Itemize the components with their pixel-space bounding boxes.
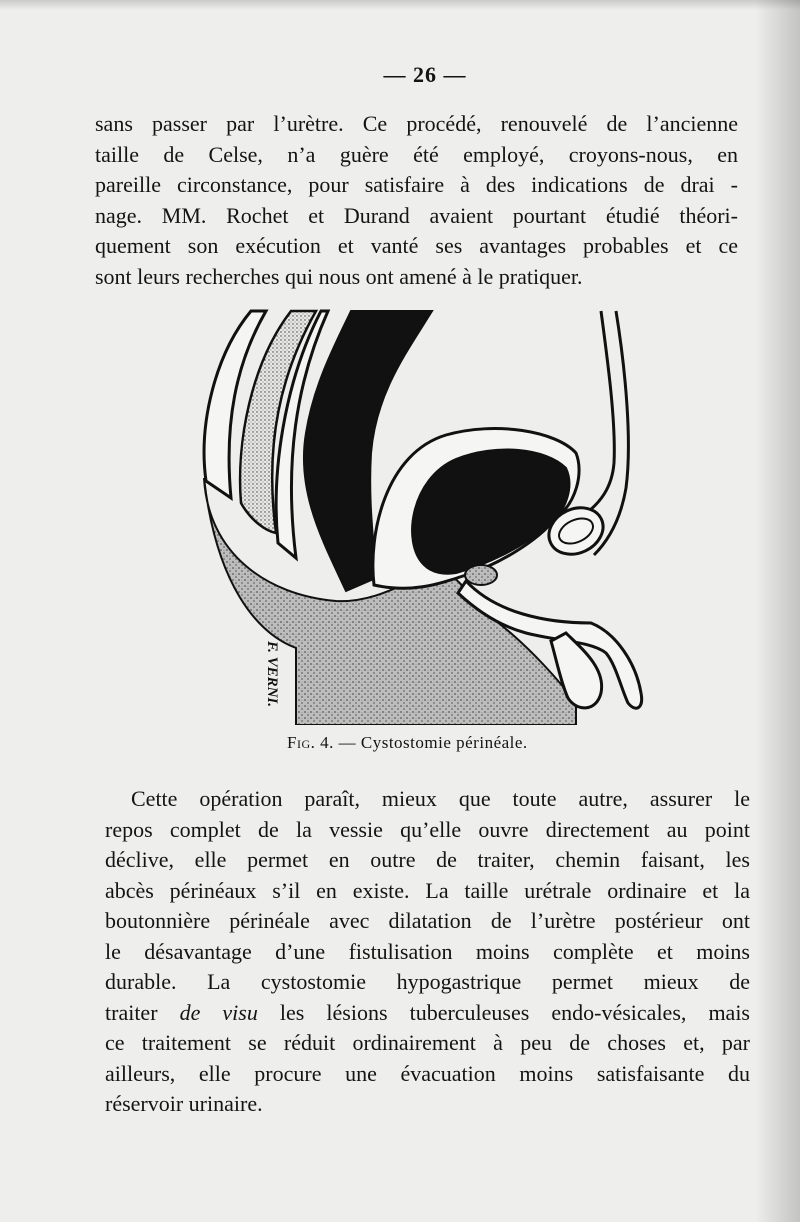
abdominal-wall — [584, 311, 614, 515]
text-line: boutonnière périnéale avec dilatation de l’urètre postérieur ont — [105, 908, 750, 933]
text-line: Cette opération paraît, mieux que toute autre, assurer le — [131, 786, 750, 811]
text-line-with-italic — [105, 998, 750, 1029]
bottom-paragraph — [105, 784, 750, 1120]
text-line: durable. La cystostomie hypogastrique permet mieux de — [105, 969, 750, 994]
top-paragraph — [95, 109, 738, 292]
text-line: taille de Celse, n’a guère été employé, croyons-nous, en — [95, 141, 738, 167]
text-line: ailleurs, elle procure une évacuation moins satisfaisante du — [105, 1060, 750, 1086]
caption-figure-label: Fig. 4. — [287, 733, 334, 752]
text-line: repos complet de la vessie qu’elle ouvre directement au point — [105, 816, 750, 842]
text-line: pareille circonstance, pour satisfaire à des indications de drai - — [95, 172, 738, 197]
text-line: quement son exécution et vanté ses avantages probables et ce — [95, 233, 738, 258]
sagittal-section-illustration — [196, 303, 666, 725]
page-number: — 26 — — [383, 62, 467, 87]
page-gutter-shadow — [755, 0, 800, 1222]
text-run: traiter — [105, 999, 180, 1025]
caption-text: Cystostomie périnéale. — [360, 733, 528, 752]
text-line: déclive, elle permet en outre de traiter, chemin faisant, les — [105, 847, 750, 872]
italic-phrase: de visu — [179, 999, 258, 1025]
prostate — [465, 565, 497, 585]
text-line: nage. MM. Rochet et Durand avaient pourtant étudié théori- — [95, 202, 738, 228]
figure-caption — [287, 733, 607, 753]
text-line: réservoir urinaire. — [105, 1091, 263, 1116]
text-line: sont leurs recherches qui nous ont amené à le pratiquer. — [95, 263, 583, 289]
artist-signature: F. VERNI. — [264, 641, 280, 708]
text-run: les lésions tuberculeuses endo-vésicales, mais — [257, 999, 750, 1025]
page-top-shadow — [0, 0, 800, 10]
text-line: sans passer par l’urètre. Ce procédé, renouvelé de l’ancienne — [95, 111, 738, 136]
caption-separator: — — [338, 733, 357, 752]
text-line: le désavantage d’une fistulisation moins complète et moins — [105, 938, 750, 964]
text-line: ce traitement se réduit ordinairement à peu de choses et, par — [105, 1030, 750, 1055]
text-line: abcès périnéaux s’il en existe. La taille urétrale ordinaire et la — [105, 877, 750, 903]
anatomical-figure — [196, 303, 666, 725]
